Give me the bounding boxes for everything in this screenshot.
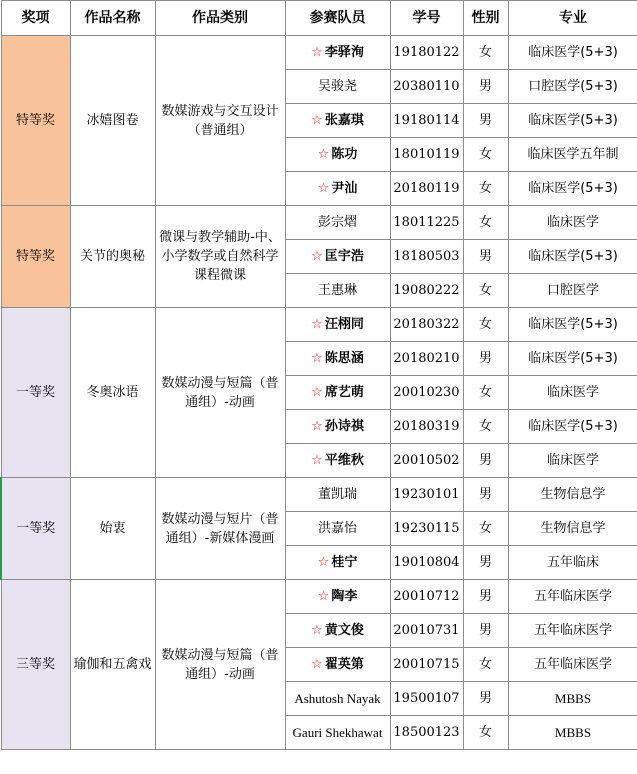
- student-id-cell: 20010712: [390, 580, 463, 614]
- student-id-cell: 18500123: [390, 716, 463, 750]
- gender-cell: 女: [463, 512, 508, 546]
- member-name: 洪嘉怡: [317, 521, 357, 536]
- member-cell: [285, 104, 390, 138]
- header-row: [1, 1, 637, 36]
- member-name: 陈功: [331, 147, 358, 162]
- work-category-cell: 数媒动漫与短篇（普通组）-动画: [155, 580, 285, 750]
- member-name: 王惠琳: [317, 283, 357, 298]
- member-name: 汪栩同: [324, 317, 364, 332]
- star-icon: ☆: [311, 419, 323, 434]
- gender-cell: 男: [463, 444, 508, 478]
- student-id-cell: 20180319: [390, 410, 463, 444]
- student-id-cell: 20010230: [390, 376, 463, 410]
- member-name: 彭宗熠: [317, 215, 357, 230]
- major-cell: 五年临床医学: [508, 648, 637, 682]
- major-cell: 口腔医学: [508, 274, 637, 308]
- member-cell: [285, 546, 390, 580]
- gender-cell: 女: [463, 206, 508, 240]
- major-cell: 临床医学: [508, 444, 637, 478]
- member-name: 匡宇浩: [324, 249, 364, 264]
- award-cell: 一等奖: [1, 478, 70, 580]
- member-cell: [285, 342, 390, 376]
- gender-cell: 男: [463, 104, 508, 138]
- header-gender: 性别: [463, 1, 508, 36]
- student-id-cell: 20010731: [390, 614, 463, 648]
- star-icon: ☆: [311, 385, 323, 400]
- major-cell: 五年临床医学: [508, 614, 637, 648]
- student-id-cell: 19180114: [390, 104, 463, 138]
- member-cell: [285, 478, 390, 512]
- award-cell: 特等奖: [1, 206, 70, 308]
- gender-cell: 女: [463, 410, 508, 444]
- table-row: [1, 206, 637, 240]
- gender-cell: 男: [463, 614, 508, 648]
- award-cell: 三等奖: [1, 580, 70, 750]
- member-cell: [285, 70, 390, 104]
- table-row: [1, 308, 637, 342]
- student-id-cell: 20010715: [390, 648, 463, 682]
- major-cell: 临床医学(5+3): [508, 36, 637, 70]
- star-icon: ☆: [311, 623, 323, 638]
- gender-cell: 男: [463, 240, 508, 274]
- table-row: [1, 580, 637, 614]
- member-cell: [285, 614, 390, 648]
- member-cell: [285, 444, 390, 478]
- award-cell: 特等奖: [1, 36, 70, 206]
- star-icon: ☆: [311, 249, 323, 264]
- member-name: 陈思涵: [324, 351, 364, 366]
- member-name: 黄文俊: [324, 623, 364, 638]
- student-id-cell: 19500107: [390, 682, 463, 716]
- student-id-cell: 19080222: [390, 274, 463, 308]
- member-name: 孙诗祺: [324, 419, 364, 434]
- member-name: Ashutosh Nayak: [294, 690, 381, 706]
- work-name-cell: 冰嬉图卷: [70, 36, 155, 206]
- member-cell: [285, 308, 390, 342]
- student-id-cell: 20180210: [390, 342, 463, 376]
- member-cell: [285, 138, 390, 172]
- member-name: 平维秋: [324, 453, 364, 468]
- work-name-cell: 冬奥冰语: [70, 308, 155, 478]
- member-name: 李驿洵: [324, 45, 364, 60]
- member-cell: [285, 206, 390, 240]
- major-cell: 口腔医学(5+3): [508, 70, 637, 104]
- table-row: [1, 478, 637, 512]
- gender-cell: 男: [463, 682, 508, 716]
- gender-cell: 男: [463, 478, 508, 512]
- gender-cell: 女: [463, 308, 508, 342]
- major-cell: 临床医学(5+3): [508, 308, 637, 342]
- star-icon: ☆: [311, 657, 323, 672]
- work-category-cell: 数媒动漫与短片（普通组）-新媒体漫画: [155, 478, 285, 580]
- header-members: 参赛队员: [285, 1, 390, 36]
- member-name: 陶李: [331, 589, 358, 604]
- member-cell: [285, 376, 390, 410]
- member-name: 张嘉琪: [324, 113, 364, 128]
- major-cell: 临床医学(5+3): [508, 410, 637, 444]
- star-icon: ☆: [317, 589, 330, 604]
- member-cell: [285, 240, 390, 274]
- work-name-cell: 始衷: [70, 478, 155, 580]
- member-name: 董凯瑞: [317, 487, 357, 502]
- member-name: 桂宁: [331, 555, 358, 570]
- member-cell: [285, 580, 390, 614]
- work-name-cell: 关节的奥秘: [70, 206, 155, 308]
- major-cell: 临床医学: [508, 206, 637, 240]
- student-id-cell: 20180322: [390, 308, 463, 342]
- header-work: 作品名称: [70, 1, 155, 36]
- student-id-cell: 18011225: [390, 206, 463, 240]
- member-name: 翟英第: [324, 657, 364, 672]
- major-cell: 生物信息学: [508, 512, 637, 546]
- student-id-cell: 19230115: [390, 512, 463, 546]
- work-category-cell: 微课与教学辅助-中、小学数学或自然科学课程微课: [155, 206, 285, 308]
- member-cell: [285, 512, 390, 546]
- table-body: [1, 36, 637, 750]
- star-icon: ☆: [317, 147, 330, 162]
- student-id-cell: 19180122: [390, 36, 463, 70]
- member-cell: [285, 274, 390, 308]
- student-id-cell: 20010502: [390, 444, 463, 478]
- member-cell: [285, 36, 390, 70]
- table-row: [1, 36, 637, 70]
- major-cell: 临床医学(5+3): [508, 172, 637, 206]
- member-cell: [285, 410, 390, 444]
- gender-cell: 女: [463, 36, 508, 70]
- gender-cell: 男: [463, 342, 508, 376]
- member-name: 尹汕: [331, 181, 358, 196]
- gender-cell: 男: [463, 580, 508, 614]
- star-icon: ☆: [311, 351, 323, 366]
- major-cell: MBBS: [508, 682, 637, 716]
- gender-cell: 男: [463, 546, 508, 580]
- student-id-cell: 18180503: [390, 240, 463, 274]
- major-cell: 五年临床医学: [508, 580, 637, 614]
- header-student-id: 学号: [390, 1, 463, 36]
- major-cell: 临床医学(5+3): [508, 240, 637, 274]
- member-name: 吴骏尧: [317, 79, 357, 94]
- student-id-cell: 18010119: [390, 138, 463, 172]
- major-cell: 临床医学: [508, 376, 637, 410]
- student-id-cell: 20380110: [390, 70, 463, 104]
- work-category-cell: 数媒动漫与短篇（普通组）-动画: [155, 308, 285, 478]
- member-cell: [285, 172, 390, 206]
- star-icon: ☆: [317, 555, 330, 570]
- header-major: 专业: [508, 1, 637, 36]
- star-icon: ☆: [317, 181, 330, 196]
- work-category-cell: 数媒游戏与交互设计（普通组）: [155, 36, 285, 206]
- header-award: 奖项: [1, 1, 70, 36]
- award-cell: 一等奖: [1, 308, 70, 478]
- major-cell: 临床医学(5+3): [508, 342, 637, 376]
- member-cell: [285, 716, 390, 750]
- star-icon: ☆: [311, 453, 323, 468]
- student-id-cell: 20180119: [390, 172, 463, 206]
- major-cell: 五年临床: [508, 546, 637, 580]
- star-icon: ☆: [311, 317, 323, 332]
- star-icon: ☆: [311, 45, 323, 60]
- gender-cell: 男: [463, 70, 508, 104]
- gender-cell: 女: [463, 648, 508, 682]
- gender-cell: 女: [463, 138, 508, 172]
- gender-cell: 女: [463, 376, 508, 410]
- member-name: Gauri Shekhawat: [292, 724, 383, 740]
- star-icon: ☆: [311, 113, 323, 128]
- student-id-cell: 19230101: [390, 478, 463, 512]
- major-cell: MBBS: [508, 716, 637, 750]
- major-cell: 临床医学五年制: [508, 138, 637, 172]
- student-id-cell: 19010804: [390, 546, 463, 580]
- major-cell: 临床医学(5+3): [508, 104, 637, 138]
- gender-cell: 女: [463, 716, 508, 750]
- member-cell: [285, 682, 390, 716]
- gender-cell: 女: [463, 274, 508, 308]
- work-name-cell: 瑜伽和五禽戏: [70, 580, 155, 750]
- major-cell: 生物信息学: [508, 478, 637, 512]
- gender-cell: 女: [463, 172, 508, 206]
- member-cell: [285, 648, 390, 682]
- header-category: 作品类别: [155, 1, 285, 36]
- member-name: 席艺萌: [324, 385, 364, 400]
